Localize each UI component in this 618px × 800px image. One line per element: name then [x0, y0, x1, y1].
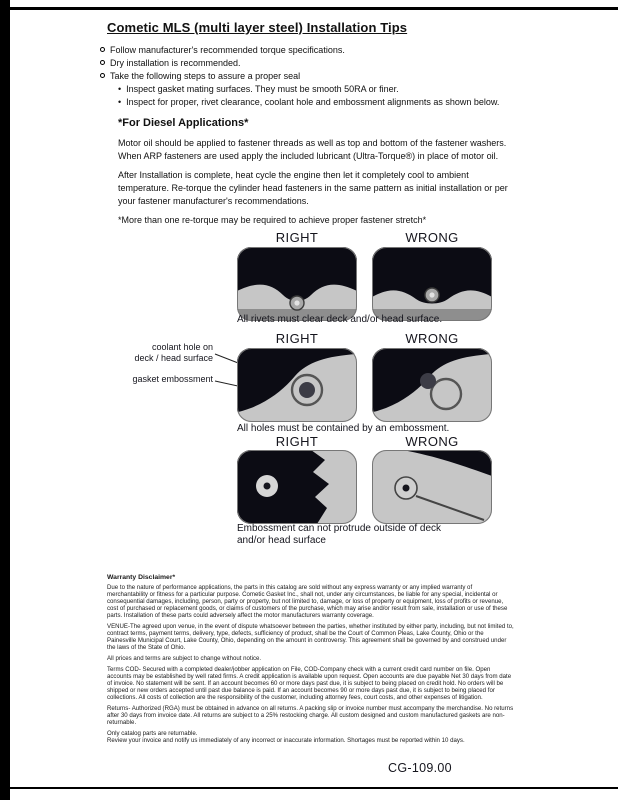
diagram-protrusion-right-image	[237, 450, 357, 524]
diagram-caption: All holes must be contained by an embossment.	[237, 423, 450, 434]
warranty-paragraph: VENUE-The agreed upon venue, in the event of dispute whatsoever between the parties, whether instituted by either party, including, but not limited to, contract terms, payment terms, delivery, type, defects, sufficiency of product, shall be the Court of Common Pleas, Lake County, Ohio or the Painesville Municipal Court, Lake County, Ohio, depending on the amount in controversy. This agreement shall be governed by and construed under the laws of the State of Ohio.	[107, 623, 514, 651]
diagram-rivet-wrong-image	[372, 247, 492, 321]
list-item	[118, 84, 504, 94]
bullet-circle-icon	[100, 47, 105, 52]
gasket-embossment-annotation	[117, 374, 213, 385]
caption-line: Embossment can not protrude outside of deck	[237, 523, 442, 534]
diesel-paragraph: Motor oil should be applied to fastener threads as well as top and bottom of the fastener washers. When ARP fasteners are used apply the included lubricant (Ultra-Torque®) in place of motor oil.	[118, 138, 507, 161]
list-item	[100, 58, 504, 68]
right-label: RIGHT	[275, 331, 319, 346]
right-label: RIGHT	[275, 434, 319, 449]
bottom-border-line	[10, 787, 618, 789]
list-item	[100, 45, 504, 55]
page-code: CG-109.00	[388, 761, 452, 775]
warranty-paragraph: Terms COD- Secured with a completed dealer/jobber application on File, COD-Company check with a current credit card number on file. Open accounts may be established by well rated firms. A credit application is available upon request. Open accounts are due payable Net 30 days from date of invoice. No statement will be sent. If an account becomes 60 or more days past due, it is subject to being placed on credit hold. No orders will be shipped or new orders accepted until past due balance is paid. If an account becomes 90 or more days past due, it is subject to being placed for collections. All costs of collection are the responsibility of the customer, including attorney fees, court costs, and other expenses of litigation.	[107, 666, 512, 701]
warranty-paragraph: All prices and terms are subject to change without notice.	[107, 655, 262, 662]
wrong-label: WRONG	[405, 434, 459, 449]
diesel-heading: *For Diesel Applications*	[118, 117, 249, 129]
warranty-paragraph: Review your invoice and notify us immediately of any incorrect or inaccurate information. Shortages must be reported within 10 days.	[107, 737, 465, 744]
diagram-embossment-right-image	[237, 348, 357, 422]
diagram-caption	[237, 523, 487, 547]
warranty-heading: Warranty Disclaimer*	[107, 574, 176, 581]
tip-text: Take the following steps to assure a proper seal	[110, 71, 301, 81]
wrong-label: WRONG	[405, 331, 459, 346]
bullet-circle-icon	[100, 73, 105, 78]
diagram-caption: All rivets must clear deck and/or head surface.	[237, 314, 443, 325]
top-border-line	[10, 7, 618, 10]
diesel-paragraph: *More than one re-torque may be required to achieve proper fastener stretch*	[118, 215, 427, 225]
coolant-hole-annotation	[117, 342, 213, 364]
list-item	[100, 71, 504, 81]
bullet-dot-icon: •	[118, 97, 122, 107]
warranty-paragraph: Returns- Authorized (RGA) must be obtained in advance on all returns. A packing slip or invoice number must accompany the merchandise. No returns after 30 days from invoice date. All returns are subject to a 25% restocking charge. All custom designed and custom manufactured gaskets are non-returnable.	[107, 705, 514, 726]
tip-text: Follow manufacturer's recommended torque specifications.	[110, 45, 345, 55]
right-label: RIGHT	[275, 230, 319, 245]
diesel-paragraph: After Installation is complete, heat cycle the engine then let it completely cool to ambient temperature. Re-torque the cylinder head fasteners in the same pattern as initial installation or per your fastener manufacturer's recommendations.	[118, 170, 508, 206]
diagram-protrusion-wrong-image	[372, 450, 492, 524]
annotation-text: coolant hole on	[151, 342, 213, 352]
wrong-label: WRONG	[405, 230, 459, 245]
caption-line: and/or head surface	[237, 535, 326, 546]
warranty-paragraph: Only catalog parts are returnable.	[107, 730, 198, 737]
page-title: Cometic MLS (multi layer steel) Installation Tips	[107, 20, 408, 35]
bullet-dot-icon: •	[118, 84, 122, 94]
bullet-circle-icon	[100, 60, 105, 65]
annotation-text: deck / head surface	[134, 353, 213, 363]
warranty-paragraph: Due to the nature of performance applications, the parts in this catalog are sold without any express warranty or any implied warranty of merchantability or fitness for a particular purpose. Cometic Gasket Inc., shall not, under any circumstances, be liable for any special, incidental or consequential damages, including, person, party or property, but not limited to, damage, or loss of property or equipment, loss of profits or revenue, cost of purchased or replacement goods, or claims of customers of the purchase, which may arise and/or result from sale, installation or use of these parts. Installation of these parts could adversely affect the motor manufacturers warranty coverage.	[107, 584, 508, 619]
annotation-text: gasket embossment	[132, 374, 213, 384]
tips-list	[100, 45, 504, 110]
warranty-disclaimer-section	[107, 574, 514, 748]
tip-text: Dry installation is recommended.	[110, 58, 241, 68]
diagram-rivet-right-image	[237, 247, 357, 321]
diesel-applications-section	[118, 117, 522, 233]
list-item	[118, 97, 504, 107]
diagram-embossment-wrong-image	[372, 348, 492, 422]
tip-text: Inspect gasket mating surfaces. They must be smooth 50RA or finer.	[126, 84, 399, 94]
left-border-bar	[0, 0, 10, 800]
tip-text: Inspect for proper, rivet clearance, coolant hole and embossment alignments as shown below.	[126, 97, 500, 107]
